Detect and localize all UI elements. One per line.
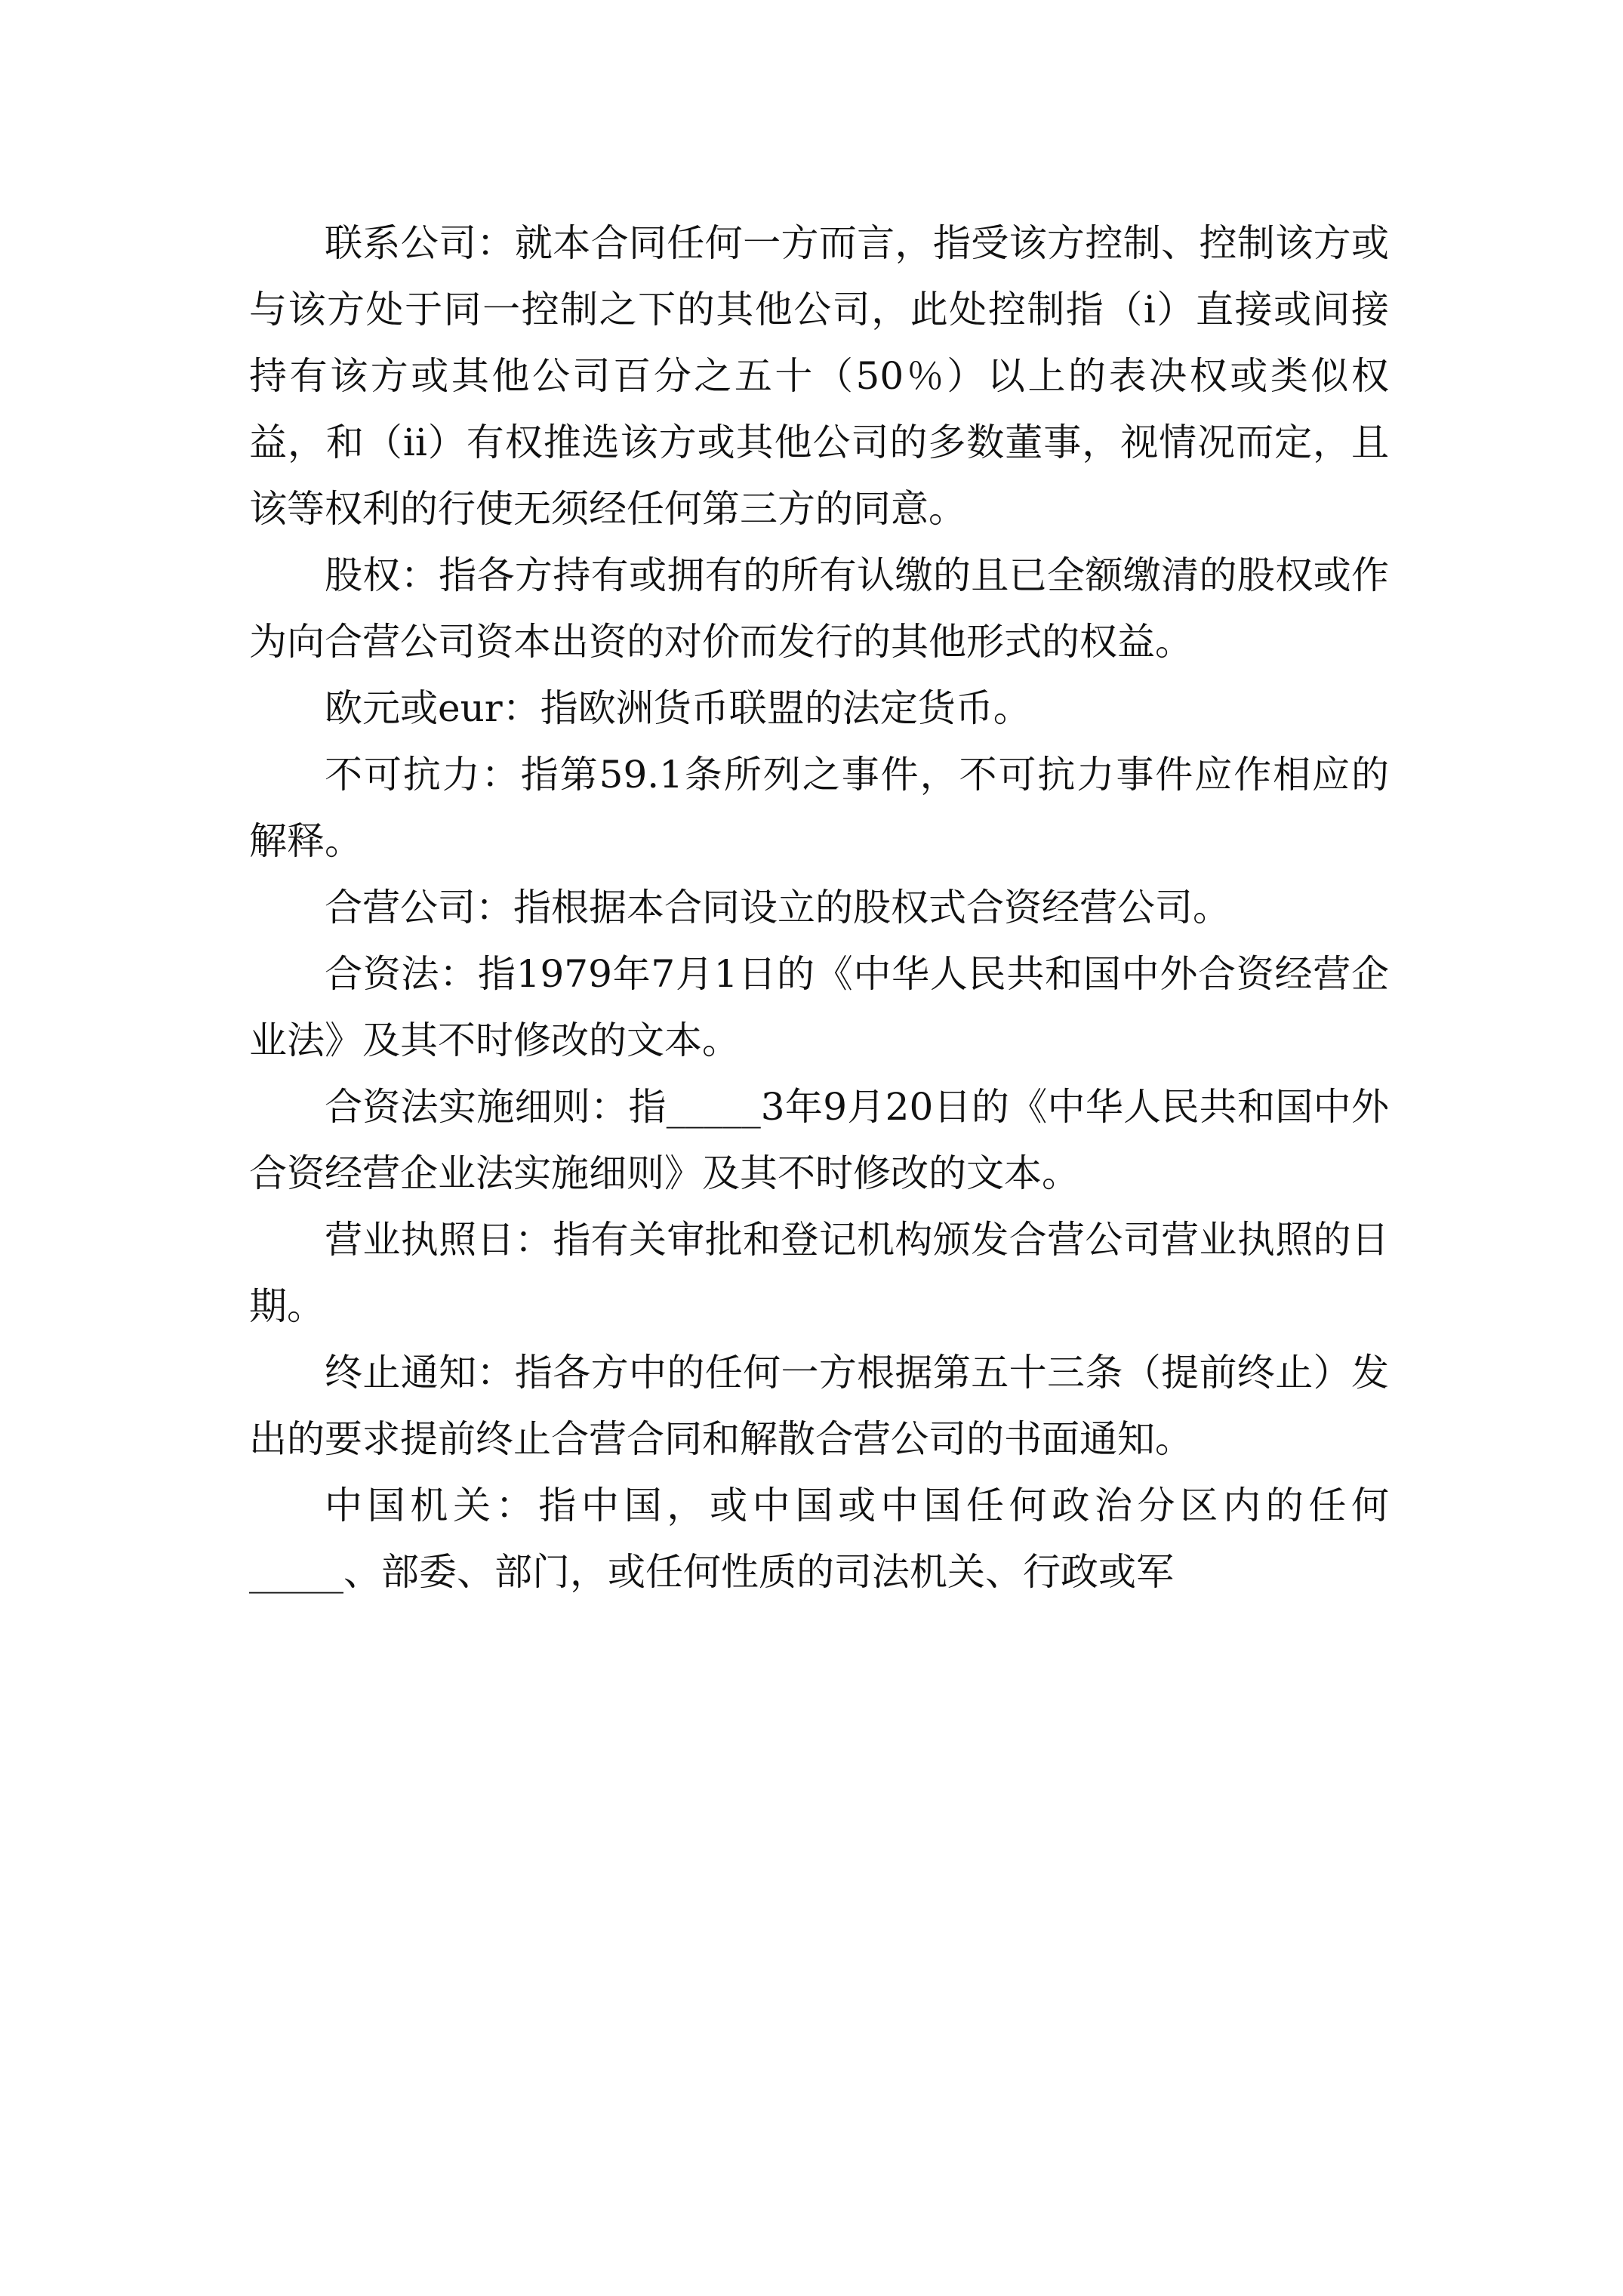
definition-equity: 股权：指各方持有或拥有的所有认缴的且已全额缴清的股权或作为向合营公司资本出资的对价而发行的其他形式的权益。 bbox=[249, 553, 1389, 664]
definition-affiliate: 联系公司：就本合同任何一方而言，指受该方控制、控制该方或与该方处于同一控制之下的其他公司，此处控制指（i）直接或间接持有该方或其他公司百分之五十（50％）以上的表决权或类似权益，和（ii）有权推选该方或其他公司的多数董事，视情况而定，且该等权利的行使无须经任何第三方的同意。 bbox=[249, 221, 1389, 531]
definition-chinese-authority: 中国机关：指中国，或中国或中国任何政治分区内的任何_____、部委、部门，或任何性质的司法机关、行政或军 bbox=[249, 1484, 1389, 1594]
definition-joint-venture-company: 合营公司：指根据本合同设立的股权式合资经营公司。 bbox=[325, 886, 1230, 929]
definition-jv-law-regulations: 合资法实施细则：指_____3年9月20日的《中华人民共和国中外合资经营企业法实施细则》及其不时修改的文本。 bbox=[249, 1085, 1389, 1195]
definition-termination-notice: 终止通知：指各方中的任何一方根据第五十三条（提前终止）发出的要求提前终止合营合同和解散合营公司的书面通知。 bbox=[249, 1351, 1389, 1461]
document-page bbox=[249, 210, 1389, 1605]
definition-business-license-date: 营业执照日：指有关审批和登记机构颁发合营公司营业执照的日期。 bbox=[249, 1218, 1389, 1328]
definition-jv-law: 合资法：指1979年7月1日的《中华人民共和国中外合资经营企业法》及其不时修改的文本。 bbox=[249, 952, 1389, 1062]
definition-euro: 欧元或eur：指欧洲货币联盟的法定货币。 bbox=[325, 686, 1031, 730]
definition-force-majeure: 不可抗力：指第59.1条所列之事件，不可抗力事件应作相应的解释。 bbox=[249, 753, 1389, 863]
